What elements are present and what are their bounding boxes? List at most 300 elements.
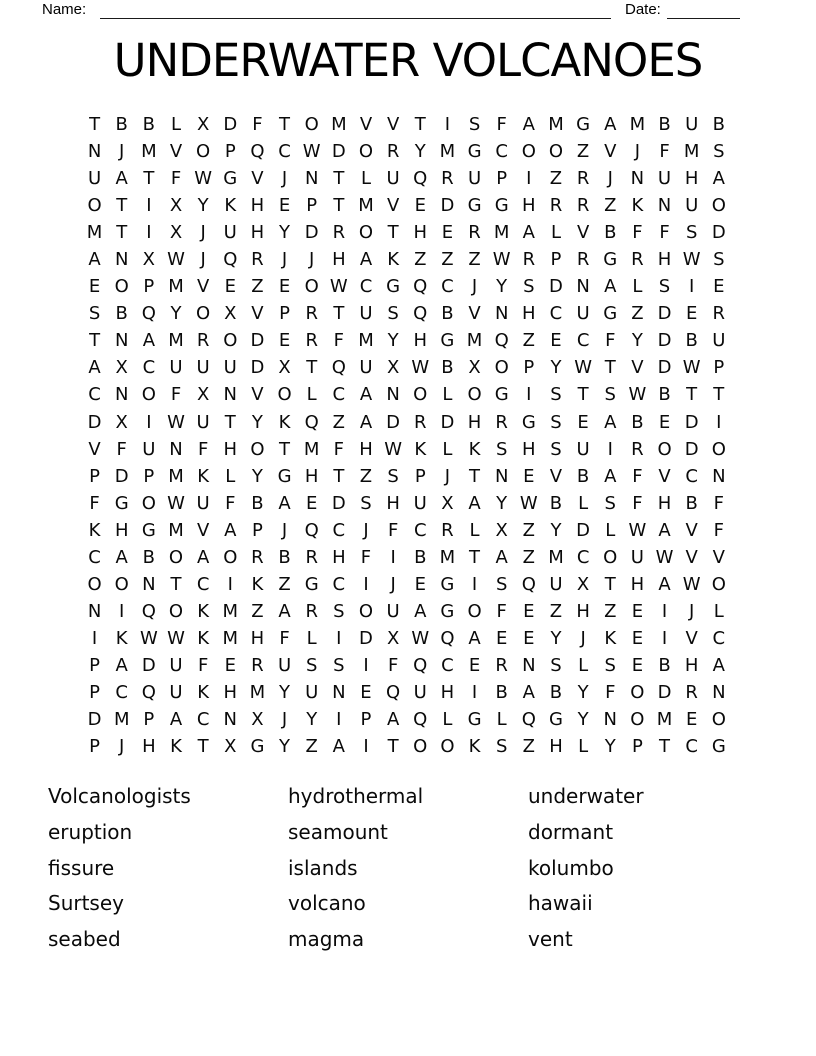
name-label: Name: — [42, 1, 87, 18]
grid-letter: J — [471, 276, 478, 298]
grid-letter: Z — [522, 736, 535, 758]
grid-letter: B — [549, 682, 563, 703]
grid-letter: K — [115, 627, 128, 649]
grid-letter: F — [713, 519, 724, 541]
grid-letter: Z — [414, 249, 427, 271]
grid-letter: A — [604, 411, 617, 433]
grid-letter: A — [414, 600, 427, 622]
grid-letter: K — [604, 627, 617, 649]
grid-letter: H — [522, 303, 536, 325]
grid-letter: P — [631, 736, 643, 758]
grid-letter: T — [686, 384, 698, 406]
grid-letter: H — [684, 654, 699, 676]
grid-letter: A — [359, 249, 373, 271]
grid-letter: Y — [387, 330, 399, 352]
grid-letter: A — [712, 654, 725, 676]
grid-letter: W — [574, 357, 592, 379]
grid-letter: H — [684, 168, 699, 190]
grid-letter: V — [251, 168, 264, 190]
grid-letter: A — [604, 114, 617, 136]
grid-letter: X — [468, 357, 481, 379]
grid-letter: K — [278, 411, 291, 433]
grid-letter: L — [605, 519, 616, 541]
grid-letter: H — [250, 627, 265, 649]
grid-letter: B — [115, 303, 128, 325]
grid-letter: O — [413, 736, 428, 758]
grid-letter: I — [336, 709, 342, 731]
grid-letter: E — [685, 303, 698, 325]
grid-letter: M — [548, 546, 564, 568]
grid-letter: V — [549, 465, 563, 487]
grid-letter: R — [631, 438, 644, 460]
grid-letter: O — [196, 303, 211, 325]
grid-letter: Q — [304, 411, 319, 433]
grid-letter: S — [685, 222, 698, 244]
grid-letter: C — [115, 682, 128, 703]
word-list-item: fissure — [48, 855, 115, 880]
grid-letter: B — [712, 114, 725, 136]
grid-letter: Q — [413, 168, 428, 190]
grid-letter: Q — [413, 303, 428, 325]
grid-letter: L — [632, 276, 643, 298]
grid-letter: U — [413, 492, 427, 514]
grid-letter: I — [91, 627, 98, 649]
grid-letter: Z — [332, 411, 345, 433]
grid-letter: X — [196, 114, 210, 136]
grid-letter: M — [656, 709, 673, 731]
grid-letter: N — [142, 573, 156, 595]
grid-letter: A — [522, 222, 535, 244]
grid-letter: P — [306, 195, 318, 217]
grid-letter: E — [658, 411, 671, 433]
grid-letter: L — [225, 465, 236, 487]
grid-letter: M — [466, 330, 483, 352]
grid-letter: W — [411, 357, 430, 379]
grid-letter: I — [444, 114, 451, 136]
grid-letter: O — [630, 682, 645, 703]
grid-letter: Z — [549, 600, 563, 622]
grid-letter: O — [168, 546, 184, 568]
grid-letter: H — [250, 195, 265, 217]
grid-letter: C — [495, 141, 508, 163]
grid-letter: S — [468, 114, 481, 136]
grid-letter: T — [414, 114, 426, 136]
grid-letter: N — [114, 384, 129, 406]
grid-letter: O — [711, 709, 726, 731]
grid-letter: T — [116, 195, 128, 217]
grid-letter: J — [119, 736, 125, 758]
grid-letter: Y — [197, 195, 209, 217]
grid-letter: F — [252, 114, 263, 136]
grid-letter: O — [141, 492, 156, 514]
grid-letter: H — [114, 519, 129, 541]
grid-letter: I — [390, 546, 396, 568]
grid-letter: E — [441, 222, 454, 244]
grid-letter: Y — [279, 222, 291, 244]
grid-letter: P — [550, 249, 562, 271]
grid-letter: N — [114, 330, 129, 352]
grid-letter: U — [630, 546, 644, 568]
grid-letter: F — [659, 141, 670, 163]
grid-letter: M — [358, 330, 374, 352]
grid-letter: Y — [577, 709, 589, 731]
grid-letter: B — [576, 465, 590, 487]
grid-letter: Y — [631, 330, 643, 352]
grid-letter: X — [386, 627, 400, 649]
grid-letter: A — [88, 357, 101, 379]
grid-letter: P — [224, 141, 236, 163]
grid-letter: J — [281, 519, 288, 541]
grid-letter: Z — [604, 195, 617, 217]
grid-letter: A — [115, 168, 128, 190]
grid-letter: H — [440, 682, 455, 703]
grid-letter: T — [604, 573, 616, 595]
grid-letter: B — [658, 384, 671, 406]
grid-letter: N — [223, 384, 237, 406]
grid-letter: F — [605, 682, 616, 703]
grid-letter: B — [142, 546, 156, 568]
grid-letter: F — [387, 654, 399, 676]
grid-letter: D — [711, 222, 726, 244]
grid-letter: G — [576, 114, 591, 136]
grid-letter: N — [223, 709, 237, 731]
grid-letter: H — [522, 195, 536, 217]
grid-letter: J — [607, 168, 613, 190]
grid-letter: O — [711, 573, 726, 595]
grid-letter: C — [549, 303, 563, 325]
grid-letter: O — [603, 546, 618, 568]
grid-letter: B — [115, 114, 128, 136]
grid-letter: N — [87, 141, 102, 163]
grid-letter: I — [336, 627, 342, 649]
grid-letter: D — [87, 411, 102, 433]
grid-letter: U — [87, 168, 102, 190]
grid-letter: V — [658, 465, 671, 487]
grid-letter: R — [332, 222, 346, 244]
grid-letter: G — [304, 573, 319, 595]
grid-letter: Q — [521, 709, 536, 731]
grid-letter: D — [440, 195, 455, 217]
grid-letter: Z — [305, 736, 318, 758]
grid-letter: K — [88, 519, 101, 541]
grid-letter: D — [114, 465, 129, 487]
grid-letter: U — [142, 438, 156, 460]
grid-letter: I — [146, 222, 152, 244]
grid-letter: L — [578, 492, 589, 514]
grid-letter: M — [493, 222, 510, 244]
grid-letter: H — [332, 546, 346, 568]
grid-letter: R — [386, 141, 400, 163]
grid-letter: F — [360, 546, 372, 568]
grid-letter: S — [495, 438, 508, 460]
grid-letter: A — [278, 600, 291, 622]
grid-letter: X — [441, 492, 454, 514]
grid-letter: G — [494, 195, 509, 217]
grid-letter: C — [576, 330, 590, 352]
grid-letter: A — [522, 682, 535, 703]
grid-letter: T — [333, 465, 345, 487]
grid-letter: T — [116, 222, 128, 244]
grid-letter: Y — [577, 682, 589, 703]
grid-letter: O — [87, 195, 102, 217]
grid-letter: W — [655, 546, 674, 568]
grid-letter: R — [631, 249, 644, 271]
grid-letter: S — [713, 249, 725, 271]
grid-letter: B — [441, 357, 454, 379]
grid-letter: U — [712, 330, 726, 352]
grid-letter: O — [711, 438, 726, 460]
grid-letter: J — [363, 519, 369, 541]
grid-letter: X — [224, 736, 237, 758]
grid-letter: X — [196, 384, 210, 406]
grid-letter: F — [225, 492, 236, 514]
grid-letter: Q — [521, 573, 536, 595]
grid-letter: U — [386, 168, 400, 190]
grid-letter: U — [223, 357, 237, 379]
grid-letter: L — [360, 168, 371, 190]
grid-letter: V — [468, 303, 481, 325]
grid-letter: V — [196, 276, 210, 298]
grid-letter: T — [387, 736, 399, 758]
grid-letter: I — [363, 654, 369, 676]
grid-letter: S — [305, 654, 318, 676]
grid-letter: Q — [141, 682, 156, 703]
grid-letter: L — [578, 736, 589, 758]
grid-letter: W — [329, 276, 348, 298]
grid-letter: U — [169, 654, 183, 676]
grid-letter: Y — [496, 276, 508, 298]
grid-letter: K — [387, 249, 400, 271]
grid-letter: H — [386, 492, 400, 514]
grid-letter: B — [685, 492, 698, 514]
grid-letter: N — [332, 682, 346, 703]
grid-letter: D — [331, 141, 346, 163]
grid-letter: M — [303, 438, 320, 460]
grid-letter: D — [141, 654, 156, 676]
grid-letter: M — [141, 141, 157, 163]
grid-letter: M — [222, 600, 239, 622]
grid-letter: O — [358, 600, 374, 622]
grid-letter: E — [631, 600, 644, 622]
grid-letter: Z — [251, 276, 264, 298]
grid-letter: L — [170, 114, 181, 136]
grid-letter: A — [359, 411, 373, 433]
grid-letter: P — [143, 276, 155, 298]
grid-letter: I — [716, 411, 722, 433]
grid-letter: Q — [386, 682, 401, 703]
grid-letter: S — [550, 654, 562, 676]
grid-letter: V — [359, 114, 373, 136]
grid-letter: B — [278, 546, 291, 568]
grid-letter: G — [277, 465, 292, 487]
grid-letter: I — [661, 627, 668, 649]
grid-letter: E — [523, 465, 535, 487]
grid-letter: W — [167, 411, 185, 433]
grid-letter: L — [442, 438, 453, 460]
grid-letter: T — [577, 384, 589, 406]
grid-letter: C — [196, 709, 210, 731]
grid-letter: R — [251, 249, 264, 271]
grid-letter: C — [359, 276, 373, 298]
grid-letter: L — [306, 384, 317, 406]
grid-letter: L — [578, 654, 589, 676]
grid-letter: I — [526, 168, 532, 190]
grid-letter: M — [86, 222, 103, 244]
grid-letter: A — [115, 654, 128, 676]
grid-letter: W — [139, 627, 158, 649]
grid-letter: F — [116, 438, 127, 460]
grid-letter: A — [142, 330, 156, 352]
grid-letter: O — [250, 438, 265, 460]
grid-letter: D — [657, 303, 672, 325]
grid-letter: V — [685, 519, 698, 541]
grid-letter: N — [494, 465, 509, 487]
grid-letter: T — [89, 330, 101, 352]
grid-letter: E — [306, 492, 318, 514]
grid-letter: X — [278, 357, 291, 379]
word-list-item: Surtsey — [48, 891, 124, 916]
grid-letter: R — [576, 195, 590, 217]
grid-letter: J — [689, 600, 695, 622]
grid-letter: W — [167, 627, 185, 649]
grid-letter: R — [251, 546, 264, 568]
grid-letter: J — [634, 141, 641, 163]
grid-letter: W — [302, 141, 321, 163]
grid-letter: A — [522, 114, 535, 136]
grid-letter: G — [603, 249, 618, 271]
grid-letter: Q — [413, 709, 428, 731]
grid-letter: O — [358, 141, 374, 163]
grid-letter: Z — [522, 519, 535, 541]
grid-letter: D — [250, 357, 265, 379]
grid-letter: R — [196, 330, 210, 352]
grid-letter: E — [550, 330, 562, 352]
grid-letter: Z — [278, 573, 291, 595]
grid-letter: R — [305, 330, 318, 352]
grid-letter: T — [279, 114, 291, 136]
grid-letter: O — [358, 222, 374, 244]
grid-letter: X — [115, 411, 128, 433]
grid-letter: Z — [441, 249, 454, 271]
grid-letter: L — [442, 384, 453, 406]
grid-letter: K — [197, 600, 210, 622]
grid-letter: V — [386, 195, 400, 217]
grid-letter: U — [386, 600, 400, 622]
grid-letter: A — [712, 168, 725, 190]
grid-letter: T — [279, 438, 291, 460]
grid-letter: H — [223, 438, 238, 460]
grid-letter: D — [684, 438, 699, 460]
grid-letter: P — [414, 465, 426, 487]
grid-letter: Y — [414, 141, 426, 163]
grid-letter: D — [359, 627, 373, 649]
grid-letter: V — [712, 546, 725, 568]
grid-letter: E — [631, 654, 644, 676]
grid-letter: Z — [522, 330, 535, 352]
grid-letter: Q — [141, 600, 156, 622]
grid-letter: U — [359, 357, 373, 379]
grid-letter: R — [414, 411, 427, 433]
grid-letter: M — [358, 195, 374, 217]
grid-letter: W — [167, 492, 185, 514]
grid-letter: G — [603, 303, 618, 325]
grid-letter: C — [88, 546, 101, 568]
grid-letter: M — [331, 114, 347, 136]
grid-letter: H — [304, 465, 319, 487]
grid-letter: Z — [549, 168, 563, 190]
grid-letter: S — [333, 654, 345, 676]
grid-letter: J — [281, 168, 288, 190]
grid-letter: M — [168, 276, 184, 298]
grid-letter: N — [603, 709, 617, 731]
grid-letter: C — [712, 627, 726, 649]
grid-letter: O — [141, 384, 156, 406]
grid-letter: G — [494, 384, 509, 406]
grid-letter: O — [277, 384, 292, 406]
grid-letter: S — [658, 276, 671, 298]
grid-letter: F — [387, 519, 399, 541]
grid-letter: J — [281, 249, 288, 271]
grid-letter: K — [468, 736, 481, 758]
grid-letter: P — [89, 654, 100, 676]
grid-letter: Q — [141, 303, 156, 325]
grid-letter: L — [550, 222, 561, 244]
grid-letter: V — [88, 438, 101, 460]
grid-letter: G — [521, 411, 536, 433]
grid-letter: S — [387, 303, 399, 325]
grid-letter: C — [441, 654, 454, 676]
grid-letter: A — [115, 546, 128, 568]
grid-letter: K — [197, 627, 210, 649]
grid-letter: T — [170, 573, 182, 595]
grid-letter: I — [471, 573, 478, 595]
grid-letter: E — [360, 682, 372, 703]
grid-letter: Y — [279, 736, 291, 758]
grid-letter: A — [468, 627, 481, 649]
grid-letter: Q — [223, 249, 238, 271]
grid-letter: K — [468, 438, 481, 460]
grid-letter: X — [115, 357, 128, 379]
grid-letter: A — [604, 276, 617, 298]
grid-letter: F — [333, 438, 345, 460]
grid-letter: O — [223, 330, 238, 352]
grid-letter: F — [632, 222, 643, 244]
grid-letter: K — [414, 438, 427, 460]
grid-letter: W — [682, 357, 701, 379]
grid-letter: M — [249, 682, 266, 703]
word-list-column — [48, 779, 191, 958]
grid-letter: A — [278, 492, 291, 514]
grid-letter: F — [659, 222, 670, 244]
word-list-item: magma — [288, 927, 365, 952]
grid-letter: F — [333, 330, 345, 352]
grid-letter: U — [223, 222, 237, 244]
grid-letter: R — [576, 249, 590, 271]
grid-letter: S — [495, 573, 508, 595]
grid-letter: Y — [251, 465, 263, 487]
grid-letter: B — [685, 330, 698, 352]
grid-letter: U — [576, 438, 590, 460]
grid-letter: T — [333, 303, 345, 325]
grid-letter: U — [305, 682, 319, 703]
grid-letter: X — [142, 249, 156, 271]
grid-letter: I — [689, 276, 695, 298]
grid-letter: F — [713, 492, 724, 514]
grid-letter: G — [467, 195, 482, 217]
grid-letter: O — [223, 546, 238, 568]
grid-letter: U — [196, 357, 210, 379]
grid-letter: D — [386, 411, 401, 433]
